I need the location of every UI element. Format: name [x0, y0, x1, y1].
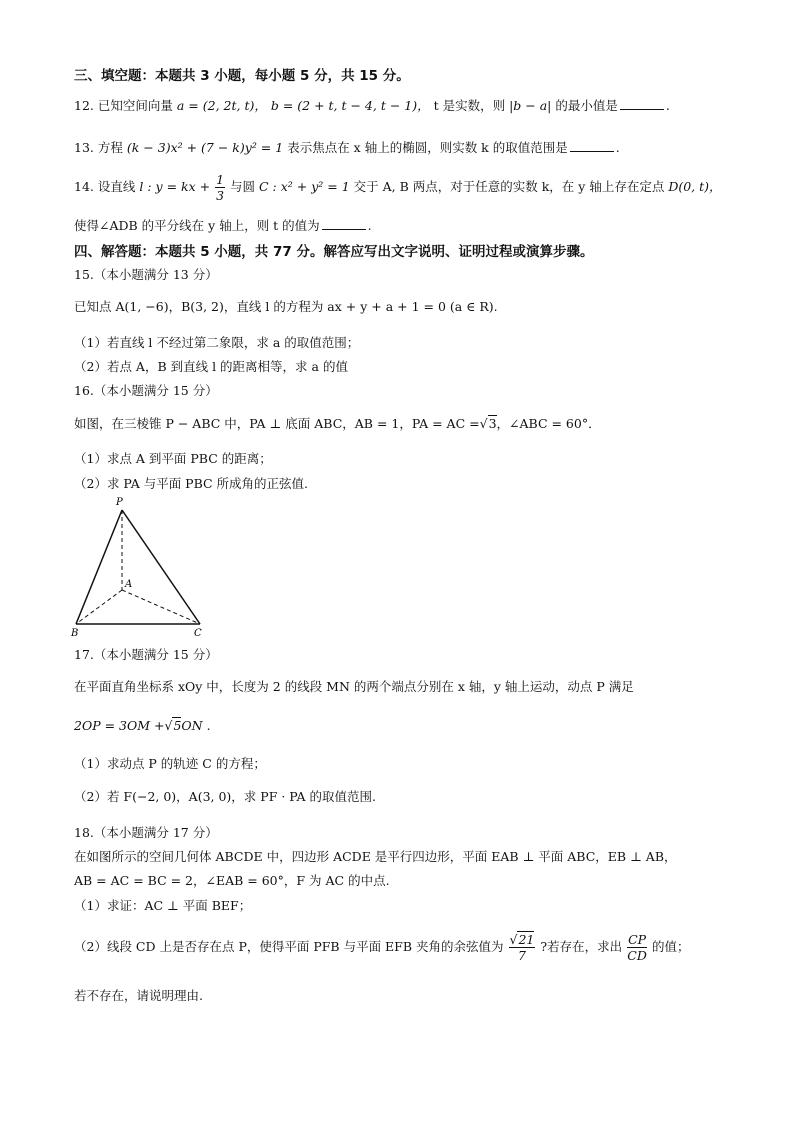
q18-ratio-num: CP [628, 932, 647, 947]
tetrahedron-figure [70, 496, 210, 641]
q14-fraction [215, 172, 225, 203]
q13-text1: 方程 [97, 140, 123, 155]
q16-stem-b: ，∠ABC = 60°． [496, 416, 601, 431]
section3-header: 三、填空题：本题共 3 小题，每小题 5 分，共 15 分。 [74, 68, 410, 84]
q15-part1: （1）若直线 l 不经过第二象限，求 a 的取值范围； [74, 335, 360, 350]
q18-cosine-num: √21 [509, 932, 535, 947]
q18-cosine-fraction [509, 932, 536, 963]
q17-stem: 在平面直角坐标系 xOy 中，长度为 2 的线段 MN 的两个端点分别在 x 轴，y 轴上运动，动点 P 满足 [74, 679, 634, 694]
q16-stem [74, 414, 601, 432]
q17-part1: （1）求动点 P 的轨迹 C 的方程； [74, 756, 266, 771]
q14-frac-num: 1 [216, 172, 225, 187]
q18-ratio-fraction [627, 932, 647, 963]
q18-cosine-den: 7 [517, 948, 526, 963]
q12-text1: 已知空间向量 [97, 98, 173, 113]
label-p: P [116, 497, 123, 508]
q12-norm: |b − a| [509, 98, 552, 113]
q15-stem: 已知点 A(1, −6)，B(3, 2)，直线 l 的方程为 ax + y + a + 1 = 0 (a ∈ R). [74, 299, 498, 314]
q14-text1: 设直线 [97, 179, 136, 194]
q18-stem1: 在如图所示的空间几何体 ABCDE 中，四边形 ACDE 是平行四边形，平面 EAB ⊥ 平面 ABC，EB ⊥ AB， [74, 849, 677, 864]
q14-circle: C : x² + y² = 1 [259, 179, 350, 194]
q16-sqrt-radicand: 3 [488, 416, 497, 431]
q18-part2-end: 若不存在，请说明理由. [74, 988, 203, 1003]
q14-point-d: D(0, t)， [668, 179, 722, 194]
q14-end: . [367, 218, 372, 233]
q18-stem2: AB = AC = BC = 2，∠EAB = 60°，F 为 AC 的中点. [74, 873, 390, 888]
q17-sqrt-sign: √ [164, 718, 173, 733]
q17-number: 17.（本小题满分 15 分） [74, 647, 218, 662]
q18-p2c: 的值； [652, 939, 690, 954]
q17-part2: （2）若 F(−2, 0)，A(3, 0)，求 PF · PA 的取值范围. [74, 789, 377, 804]
q17-eq-b: ON . [181, 718, 211, 733]
question-14-line1 [74, 172, 722, 203]
q18-p2a: （2）线段 CD 上是否存在点 P，使得平面 PFB 与平面 EFB 夹角的余弦值为 [74, 939, 504, 954]
q18-part2 [74, 932, 690, 963]
q14-line-l: l : y = kx + [139, 179, 211, 194]
q12-number: 12. [74, 98, 94, 113]
q14-text4: 使得∠ADB 的平分线在 y 轴上，则 t 的值为 [74, 218, 320, 233]
q17-sqrt-radicand: 5 [173, 718, 182, 733]
question-14-line2 [74, 216, 372, 234]
q12-text2: t 是实数，则 [433, 98, 506, 113]
q18-ratio-den: CD [627, 948, 647, 963]
q13-equation: (k − 3)x² + (7 − k)y² = 1 [126, 140, 284, 155]
q13-text2: 表示焦点在 x 轴上的椭圆，则实数 k 的取值范围是 [287, 140, 568, 155]
q17-eq-a: 2OP = 3OM + [74, 718, 165, 733]
q12-vector-b: b = (2 + t, t − 4, t − 1)， [270, 98, 430, 113]
q12-text3: 的最小值是 [555, 98, 618, 113]
q17-equation [74, 718, 211, 733]
q16-number: 16.（本小题满分 15 分） [74, 383, 218, 398]
section4-header: 四、解答题：本题共 5 小题，共 77 分。解答应写出文字说明、证明过程或演算步骤。 [74, 244, 594, 260]
q18-cosine-radicand: 21 [518, 932, 535, 947]
label-a: A [125, 579, 133, 590]
q18-number: 18.（本小题满分 17 分） [74, 825, 218, 840]
q13-number: 13. [74, 140, 94, 155]
q18-p2b: ?若存在，求出 [540, 939, 623, 954]
q12-end: . [665, 98, 670, 113]
q14-number: 14. [74, 179, 94, 194]
q15-number: 15.（本小题满分 13 分） [74, 267, 218, 282]
q18-part1: （1）求证：AC ⊥ 平面 BEF； [74, 898, 252, 913]
q14-text2: 与圆 [230, 179, 256, 194]
q15-part2: （2）若点 A，B 到直线 l 的距离相等，求 a 的值 [74, 359, 348, 374]
question-12 [74, 96, 670, 114]
q12-vector-a: a = (2, 2t, t)， [176, 98, 267, 113]
q14-text3: 交于 A, B 两点，对于任意的实数 k，在 y 轴上存在定点 [353, 179, 665, 194]
label-c: C [194, 628, 202, 639]
q13-end: . [615, 140, 620, 155]
q12-answer-blank [620, 99, 664, 110]
q14-frac-den: 3 [216, 188, 225, 203]
q16-sqrt-sign: √ [479, 416, 488, 431]
q14-answer-blank [322, 219, 366, 230]
question-13 [74, 138, 620, 156]
q16-part2: （2）求 PA 与平面 PBC 所成角的正弦值. [74, 476, 309, 491]
q16-stem-a: 如图，在三棱锥 P − ABC 中，PA ⊥ 底面 ABC，AB = 1，PA = AC = [74, 416, 480, 431]
q13-answer-blank [570, 141, 614, 152]
q16-part1: （1）求点 A 到平面 PBC 的距离； [74, 451, 272, 466]
label-b: B [71, 628, 79, 639]
